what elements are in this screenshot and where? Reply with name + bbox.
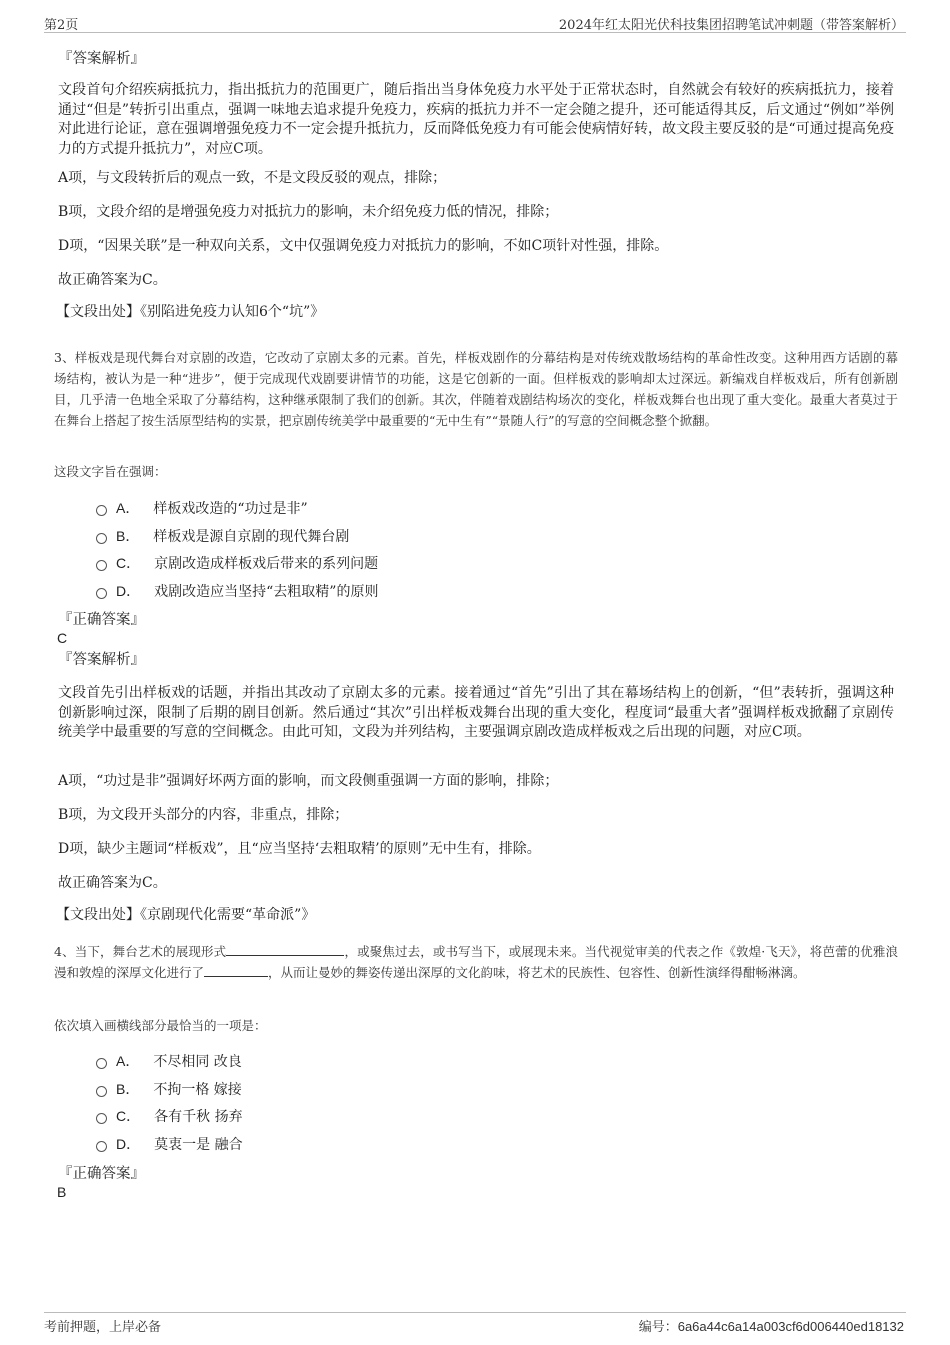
option-letter: B． [116,1081,140,1097]
option-letter: B． [116,528,140,544]
radio-icon[interactable] [96,560,107,571]
radio-icon[interactable] [96,505,107,516]
q3-analysis-text: 文段首先引出样板戏的话题，并指出其改动了京剧太多的元素。接着通过“首先”引出了其在幕场结构上的创新，“但”表转折，强调这种创新影响过深，限制了后期的剧目创新。然后通过“其次”引出样板戏舞台出现的重大变化，程度词“最重大者”强调样板戏掀翻了京剧传统美学中最重要的写意的空间概念。由此可知，文段为并列结构，主要强调京剧改造成样板戏之后出现的问题，对应C项。 [58,685,894,740]
q3-option-c[interactable] [96,552,378,574]
q2-explain-a: A项，与文段转折后的观点一致，不是文段反驳的观点，排除； [58,170,447,186]
code-label: 编号： [638,1320,678,1335]
q2-conclusion: 故正确答案为C。 [58,272,167,288]
q3-question-text: 3、样板戏是现代舞台对京剧的改造，它改动了京剧太多的元素。首先，样板戏剧作的分幕结构是对传统戏散场结构的革命性改变。这种用西方话剧的幕场结构，被认为是一种“进步”，便于完成现代戏剧要讲情节的功能，这是它创新的一面。但样板戏的影响却太过深远。新编戏自样板戏后，所有创新剧目，几乎清一色地全采取了分幕结构，这种继承限制了我们的创新。其次，伴随着戏剧结构场次的变化，样板戏舞台也出现了重大变化。最重大者莫过于在舞台上搭起了按生活原型结构的实景，把京剧传统美学中最重要的“无中生有”“景随人行”的写意的空间概念整个掀翻。 [54,350,898,428]
q3-explain-b: B项，为文段开头部分的内容，非重点，排除； [58,807,349,823]
option-text: 不拘一格 嫁接 [153,1082,242,1098]
q2-explain-b: B项，文段介绍的是增强免疫力对抵抗力的影响，未介绍免疫力低的情况，排除； [58,204,559,220]
q4-question-part3: ，从而让曼妙的舞姿传递出深厚的文化韵味，将艺术的民族性、包容性、创新性演绎得酣畅淋漓。 [268,965,806,980]
q4-question-part2: ，或聚焦过去，或书写当下，或展现未来。当代视觉审美的代表之作《敦煌·飞天》，将芭蕾的优雅浪漫和敦煌的深厚文化进行了 [54,944,898,980]
footer-slogan: 考前押题，上岸必备 [44,1320,162,1335]
q4-blank-1 [226,955,344,956]
q2-analysis-label: 『答案解析』 [58,51,145,67]
q4-correct-answer: B [57,1184,67,1200]
q3-option-d[interactable] [96,580,378,602]
q3-conclusion: 故正确答案为C。 [58,875,167,891]
code-value: 6a6a44c6a14a003cf6d006440ed18132 [677,1319,904,1334]
q3-explain-a: A项，“功过是非”强调好坏两方面的影响，而文段侧重强调一方面的影响，排除； [58,773,559,789]
q2-source: 【文段出处】《别陷进免疫力认知6个“坑”》 [56,304,325,320]
radio-icon[interactable] [96,533,107,544]
option-letter: D． [116,583,141,599]
q3-stem: 这段文字旨在强调： [54,464,167,479]
option-letter: A． [116,500,140,516]
option-letter: C． [116,555,141,571]
radio-icon[interactable] [96,1141,107,1152]
q4-blank-2 [204,976,268,977]
option-letter: C． [116,1108,141,1124]
option-text: 京剧改造成样板戏后带来的系列问题 [154,556,379,572]
radio-icon[interactable] [96,588,107,599]
page-header [44,12,906,33]
q2-analysis-text: 文段首句介绍疾病抵抗力，指出抵抗力的范围更广，随后指出当身体免疫力水平处于正常状态时，自然就会有较好的疾病抵抗力，接着通过“但是”转折引出重点，强调一味地去追求提升免疫力，疾病的抵抗力并不一定会随之提升，还可能适得其反，后文通过“例如”举例对此进行论证，意在强调增强免疫力不一定会提升抵抗力，反而降低免疫力有可能会使病情好转，故文段主要反驳的是“可通过提高免疫力的方式提升抵抗力”，对应C项。 [58,82,894,157]
q4-option-b[interactable] [96,1078,242,1100]
option-text: 各有千秋 扬弃 [154,1109,243,1125]
q2-explain-d: D项，“因果关联”是一种双向关系，文中仅强调免疫力对抵抗力的影响，不如C项针对性强，排除。 [58,238,669,254]
q4-correct-label: 『正确答案』 [58,1166,145,1182]
radio-icon[interactable] [96,1086,107,1097]
q3-correct-answer: C [57,630,68,646]
option-text: 样板戏是源自京剧的现代舞台剧 [153,529,350,545]
q3-correct-label: 『正确答案』 [58,612,145,628]
q3-option-b[interactable] [96,525,349,547]
q4-option-d[interactable] [96,1133,243,1155]
option-letter: A． [116,1053,140,1069]
q4-option-c[interactable] [96,1105,243,1127]
option-text: 戏剧改造应当坚持“去粗取精”的原则 [154,584,379,600]
radio-icon[interactable] [96,1113,107,1124]
page-number: 第2页 [44,18,79,33]
q4-question-text [54,941,898,983]
radio-icon[interactable] [96,1058,107,1069]
q4-question-part1: 4、当下，舞台艺术的展现形式 [54,944,227,959]
option-text: 样板戏改造的“功过是非” [153,501,308,517]
page-footer [44,1312,906,1335]
document-title: 2024年红太阳光伏科技集团招聘笔试冲刺题（带答案解析） [558,18,904,33]
q3-analysis-label: 『答案解析』 [58,652,145,668]
q4-stem: 依次填入画横线部分最恰当的一项是： [54,1018,267,1033]
option-text: 不尽相同 改良 [153,1054,242,1070]
option-letter: D． [116,1136,141,1152]
document-code [639,1316,904,1335]
q3-option-a[interactable] [96,497,308,519]
q3-source: 【文段出处】《京剧现代化需要“革命派”》 [56,907,316,923]
q4-option-a[interactable] [96,1050,242,1072]
q3-explain-d: D项，缺少主题词“样板戏”，且“应当坚持‘去粗取精’的原则”无中生有，排除。 [58,841,541,857]
option-text: 莫衷一是 融合 [154,1137,243,1153]
